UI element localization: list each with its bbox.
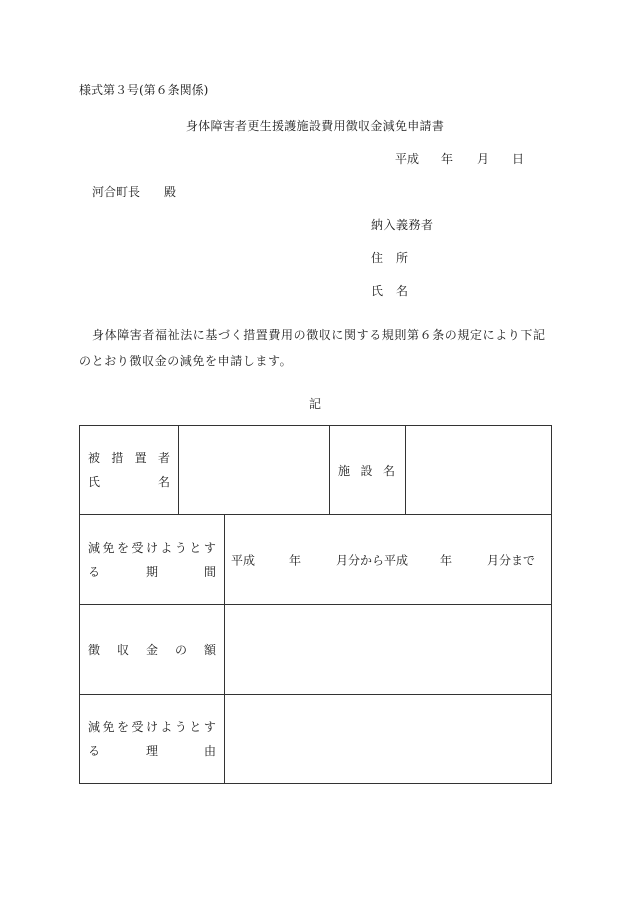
period-from-year: 年	[289, 553, 302, 567]
period-from-month: 月分から平成	[336, 553, 409, 567]
subject-name-field[interactable]	[179, 426, 330, 515]
collection-amount-field[interactable]	[225, 605, 552, 695]
address-label: 住 所	[371, 251, 409, 265]
date-era: 平成	[395, 152, 420, 166]
application-table	[79, 425, 552, 784]
date-day: 日	[512, 152, 525, 166]
document-title: 身体障害者更生援護施設費用徴収金減免申請書	[185, 119, 445, 133]
date-year: 年	[441, 152, 454, 166]
addressee: 河合町長 殿	[92, 185, 177, 199]
exemption-period-label: 減 免 を 受 け よ う と す る 期 間	[80, 515, 225, 605]
form-number: 様式第３号(第６条関係)	[79, 83, 209, 97]
table-row	[80, 426, 552, 515]
exemption-reason-label: 減 免 を 受 け よ う と す る 理 由	[80, 695, 225, 784]
table-row	[80, 605, 552, 695]
table-row	[80, 695, 552, 784]
period-to-year: 年	[440, 553, 453, 567]
subject-name-label: 被 措 置 者 氏 名	[80, 426, 179, 515]
facility-name-label: 施 設 名	[330, 426, 406, 515]
period-to-month: 月分まで	[487, 553, 536, 567]
date-month: 月	[477, 152, 490, 166]
obligor-label: 納入義務者	[371, 218, 434, 232]
collection-amount-label: 徴 収 金 の 額	[80, 605, 225, 695]
ki-heading: 記	[308, 397, 321, 411]
exemption-reason-field[interactable]	[225, 695, 552, 784]
exemption-period-field[interactable]	[225, 515, 552, 605]
facility-name-field[interactable]	[406, 426, 552, 515]
name-label: 氏 名	[371, 284, 409, 298]
table-row	[80, 515, 552, 605]
period-from-era: 平成	[231, 553, 256, 567]
body-text: 身体障害者福祉法に基づく措置費用の徴収に関する規則第６条の規定により下記のとおり徴収金の減免を申請します。	[79, 328, 546, 368]
